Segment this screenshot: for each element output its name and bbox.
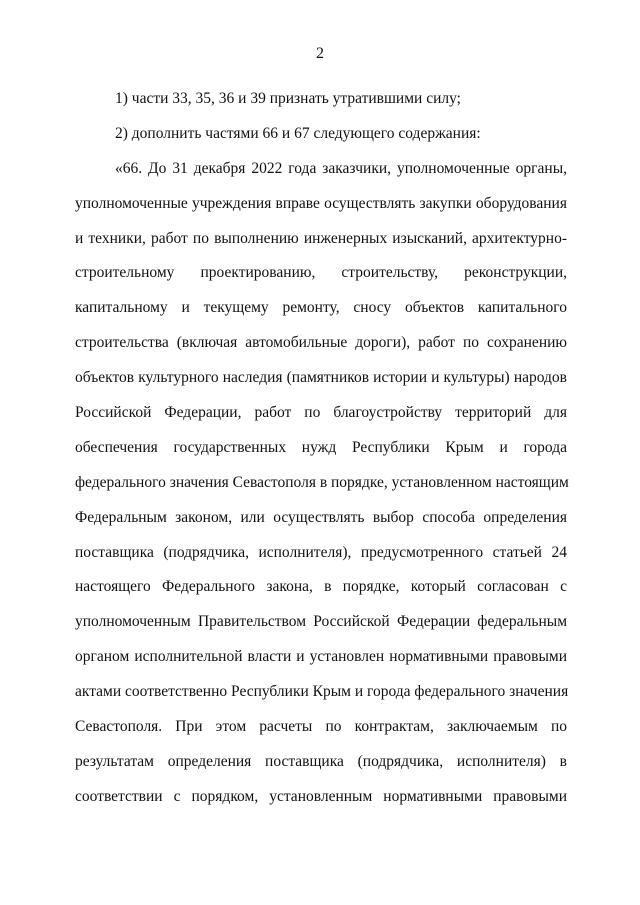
paragraph-line: Севастополя. При этом расчеты по контрактам, заключаемым по (75, 718, 567, 736)
paragraph-line: уполномоченным Правительством Российской Федерации федеральным (75, 613, 567, 631)
paragraph-line: строительства (включая автомобильные дороги), работ по сохранению (75, 334, 567, 352)
paragraph-line: настоящего Федерального закона, в порядке, который согласован с (75, 578, 567, 596)
paragraph-line: и техники, работ по выполнению инженерных изысканий, архитектурно- (75, 229, 567, 247)
page-number: 2 (316, 45, 324, 62)
paragraph-line: капитальному и текущему ремонту, сносу объектов капитального (75, 299, 567, 317)
paragraph-line: обеспечения государственных нужд Республики Крым и города (75, 438, 567, 456)
quoted-paragraph-66 (75, 152, 567, 815)
paragraph-line: объектов культурного наследия (памятников истории и культуры) народов (75, 369, 567, 387)
paragraph-line: соответствии с порядком, установленным нормативными правовыми (75, 787, 567, 805)
paragraph-line: органом исполнительной власти и установлен нормативными правовыми (75, 648, 567, 666)
list-item-1: 1) части 33, 35, 36 и 39 признать утратившими силу; (115, 90, 461, 107)
paragraph-line: Федеральным законом, или осуществлять выбор способа определения (75, 508, 567, 526)
paragraph-line: федерального значения Севастополя в порядке, установленном настоящим (75, 473, 569, 491)
paragraph-line: результатам определения поставщика (подрядчика, исполнителя) в (75, 752, 567, 770)
paragraph-line: Российской Федерации, работ по благоустройству территорий для (75, 404, 567, 422)
list-item-2: 2) дополнить частями 66 и 67 следующего содержания: (115, 124, 481, 142)
document-body (75, 82, 567, 815)
paragraph-line: поставщика (подрядчика, исполнителя), предусмотренного статьей 24 (75, 543, 567, 561)
paragraph-line: строительному проектированию, строительству, реконструкции, (75, 264, 567, 282)
paragraph-line: «66. До 31 декабря 2022 года заказчики, уполномоченные органы, (115, 159, 567, 177)
paragraph-line: актами соответственно Республики Крым и города федерального значения (75, 683, 569, 701)
paragraph-line: уполномоченные учреждения вправе осуществлять закупки оборудования (75, 194, 567, 212)
